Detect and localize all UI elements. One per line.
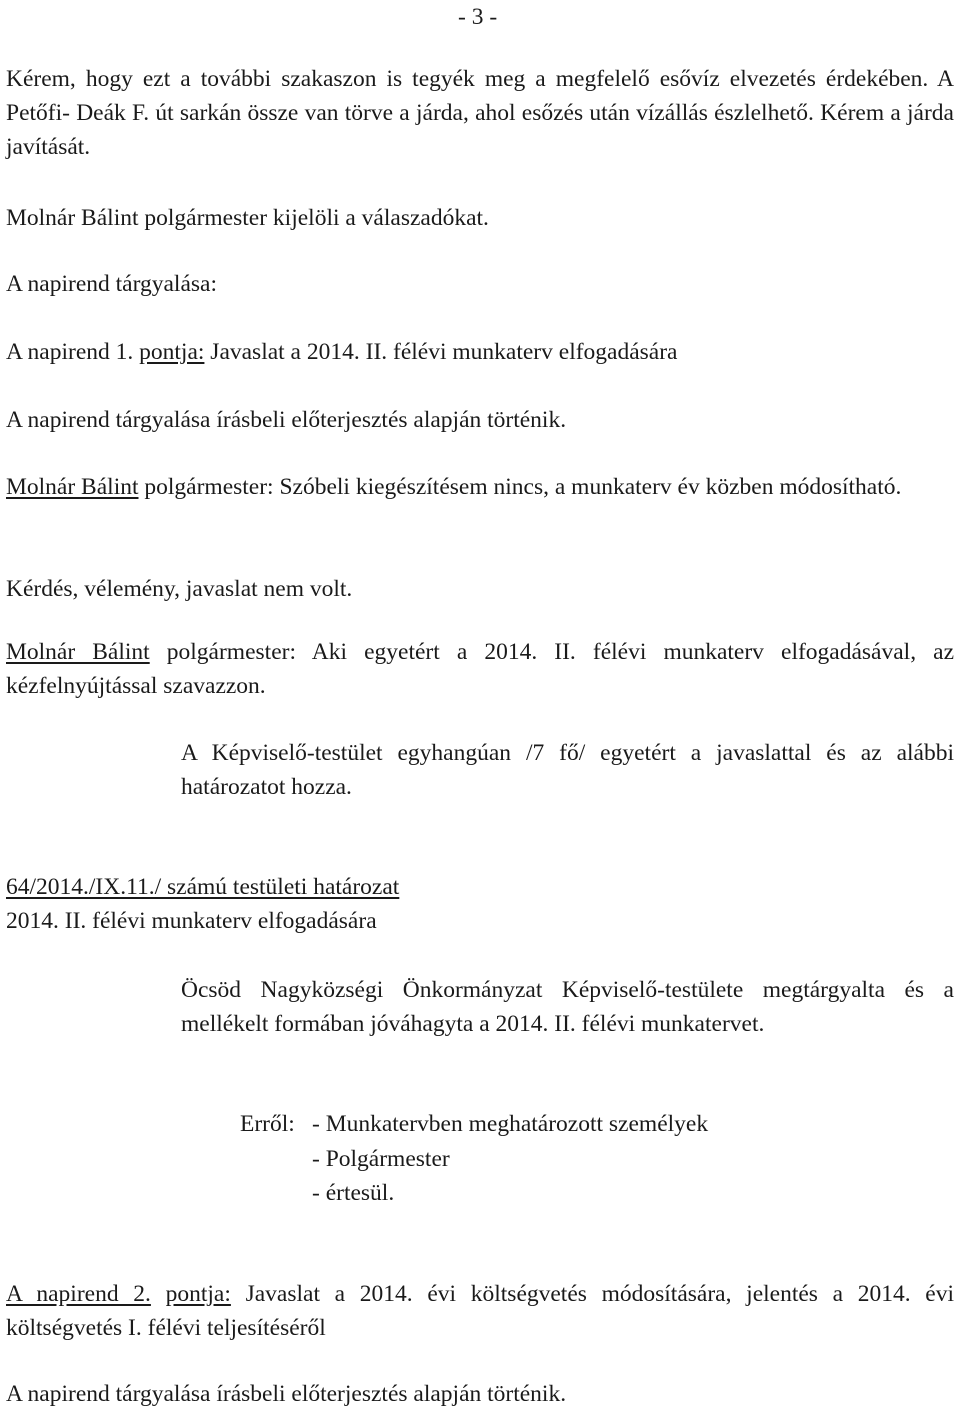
agenda-item-1-title: Javaslat a 2014. II. félévi munkaterv elfogadására xyxy=(204,339,678,365)
distribution-label: Erről: xyxy=(240,1111,295,1137)
agenda-item-1-basis: A napirend tárgyalása írásbeli előterjesztés alapján történik. xyxy=(6,407,567,433)
distribution-item: - Munkatervben meghatározott személyek xyxy=(312,1111,709,1137)
speaker-name: Molnár Bálint xyxy=(6,474,139,500)
speaker-name: Molnár Bálint xyxy=(6,639,150,665)
mayor-statement-2 xyxy=(6,635,954,703)
page-number: - 3 - xyxy=(458,4,498,30)
agenda-item-1-heading xyxy=(6,335,954,369)
agenda-item-2-basis: A napirend tárgyalása írásbeli előterjesztés alapján történik. xyxy=(6,1381,567,1407)
distribution-item: - Polgármester xyxy=(312,1146,450,1172)
distribution-item: - értesül. xyxy=(312,1180,395,1206)
agenda-discussion-heading: A napirend tárgyalása: xyxy=(6,271,217,297)
vote-result: A Képviselő-testület egyhangúan /7 fő/ egyetért a javaslattal és az alábbi határozatot hozza. xyxy=(181,740,954,800)
mayor-statement-1 xyxy=(6,470,954,504)
resolution-number xyxy=(6,870,954,904)
paragraph-respondents: Molnár Bálint polgármester kijelöli a válaszadókat. xyxy=(6,205,489,231)
resolution-subject: 2014. II. félévi munkaterv elfogadására xyxy=(6,908,377,934)
paragraph-drainage-request: Kérem, hogy ezt a további szakaszon is tegyék meg a megfelelő esővíz elvezetés érdekében. A Petőfi- Deák F. út sarkán össze van törve a járda, ahol esőzés után vízállás észlelhető. Kérem a járda javítását. xyxy=(6,66,954,160)
questions-note: Kérdés, vélemény, javaslat nem volt. xyxy=(6,576,353,602)
resolution-text: Öcsöd Nagyközségi Önkormányzat Képviselő-testülete megtárgyalta és a mellékelt formában jóváhagyta a 2014. II. félévi munkatervet. xyxy=(181,977,954,1037)
agenda-item-1-pontja: pontja: xyxy=(139,339,205,365)
agenda-item-2-title: Javaslat a 2014. évi költségvetés módosítására, jelentés a 2014. évi költségvetés I. félévi teljesítéséről xyxy=(6,1281,955,1341)
agenda-item-2-label: A napirend 2. xyxy=(6,1281,151,1307)
agenda-item-2-heading xyxy=(6,1277,954,1345)
agenda-item-1-label: A napirend 1. xyxy=(6,339,134,365)
speech-text: polgármester: Szóbeli kiegészítésem nincs, a munkaterv év közben módosítható. xyxy=(138,474,902,500)
agenda-item-2-pontja: pontja: xyxy=(165,1281,231,1307)
speech-text: polgármester: Aki egyetért a 2014. II. félévi munkaterv elfogadásával, az kézfelnyújtással szavazzon. xyxy=(6,639,954,699)
resolution-number-text: 64/2014./IX.11./ számú testületi határozat xyxy=(6,874,400,900)
